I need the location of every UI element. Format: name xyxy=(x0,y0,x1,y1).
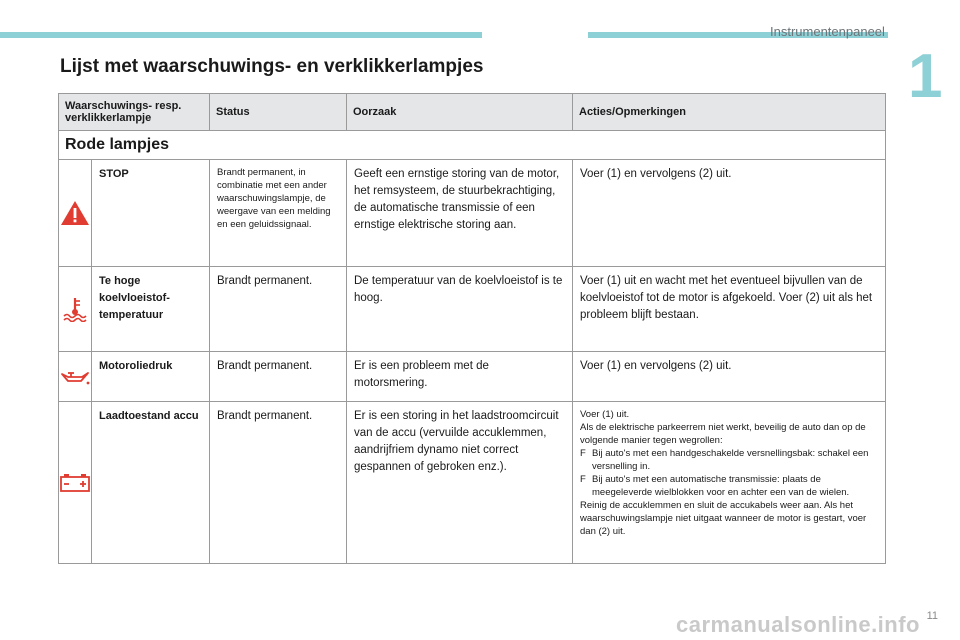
light-status: Brandt permanent. xyxy=(210,402,347,564)
light-cause: De temperatuur van de koelvloeistof is te hoog. xyxy=(347,267,573,352)
bullet-text: Bij auto's met een automatische transmissie: plaats de meegeleverde wielblokken voor en achter een van de wielen. xyxy=(592,474,850,498)
bullet-glyph: F xyxy=(580,474,586,485)
light-status: Brandt permanent. xyxy=(210,267,347,352)
action-end-note: Reinig de accuklemmen en sluit de accukabels weer aan. Als het waarschuwingslampje niet uitgaat wanneer de motor is gestart, voer dan (2) uit. xyxy=(580,500,867,537)
list-item xyxy=(580,447,878,473)
table-row xyxy=(59,160,886,267)
list-item xyxy=(580,473,878,499)
category-label: Rode lampjes xyxy=(59,131,886,160)
light-name: Motoroliedruk xyxy=(92,352,210,402)
light-action: Voer (1) uit en wacht met het eventueel bijvullen van de koelvloeistof tot de motor is afgekoeld. Voer (2) uit als het probleem blijft bestaan. xyxy=(573,267,886,352)
battery-icon xyxy=(59,402,92,564)
light-name: Te hoge koelvloeistof-temperatuur xyxy=(92,267,210,352)
watermark: carmanualsonline.info xyxy=(676,612,920,637)
oil-can-icon xyxy=(59,352,92,402)
light-cause: Er is een storing in het laadstroomcircuit van de accu (vervuilde accuklemmen, aandrijfriem dynamo niet correct gespannen of gebroken enz.). xyxy=(347,402,573,564)
light-cause: Er is een probleem met de motorsmering. xyxy=(347,352,573,402)
table-row xyxy=(59,352,886,402)
light-status: Brandt permanent, in combinatie met een ander waarschuwingslampje, de weergave van een melding en een geluidssignaal. xyxy=(210,160,347,267)
light-name: STOP xyxy=(92,160,210,267)
warning-lights-table xyxy=(58,93,886,564)
light-action xyxy=(573,402,886,564)
page-heading: Lijst met waarschuwings- en verklikkerlampjes xyxy=(60,56,484,77)
category-row xyxy=(59,131,886,160)
bullet-glyph: F xyxy=(580,448,586,459)
warning-triangle-icon xyxy=(59,160,92,267)
bullet-text: Bij auto's met een handgeschakelde versnellingsbak: schakel een versnelling in. xyxy=(592,448,869,472)
light-status: Brandt permanent. xyxy=(210,352,347,402)
light-name: Laadtoestand accu xyxy=(92,402,210,564)
section-title: Instrumentenpaneel xyxy=(770,24,885,39)
header-accent-bar xyxy=(0,32,482,38)
chapter-number: 1 xyxy=(908,42,943,111)
table-header-row xyxy=(59,94,886,131)
column-header-cause: Oorzaak xyxy=(347,94,573,131)
light-action: Voer (1) en vervolgens (2) uit. xyxy=(573,352,886,402)
column-header-light: Waarschuwings- resp. verklikkerlampje xyxy=(59,94,210,131)
action-intro: Voer (1) uit. xyxy=(580,409,630,420)
light-cause: Geeft een ernstige storing van de motor, het remsysteem, de stuurbekrachtiging, de automatische transmissie of een ernstige elektrische storing aan. xyxy=(347,160,573,267)
light-action: Voer (1) en vervolgens (2) uit. xyxy=(573,160,886,267)
column-header-actions: Acties/Opmerkingen xyxy=(573,94,886,131)
coolant-temperature-icon xyxy=(59,267,92,352)
action-parking-brake-note: Als de elektrische parkeerrem niet werkt, beveilig de auto dan op de volgende manier tegen wegrollen: xyxy=(580,422,866,446)
table-row xyxy=(59,267,886,352)
table-row xyxy=(59,402,886,564)
column-header-status: Status xyxy=(210,94,347,131)
page-number: 11 xyxy=(926,610,938,622)
